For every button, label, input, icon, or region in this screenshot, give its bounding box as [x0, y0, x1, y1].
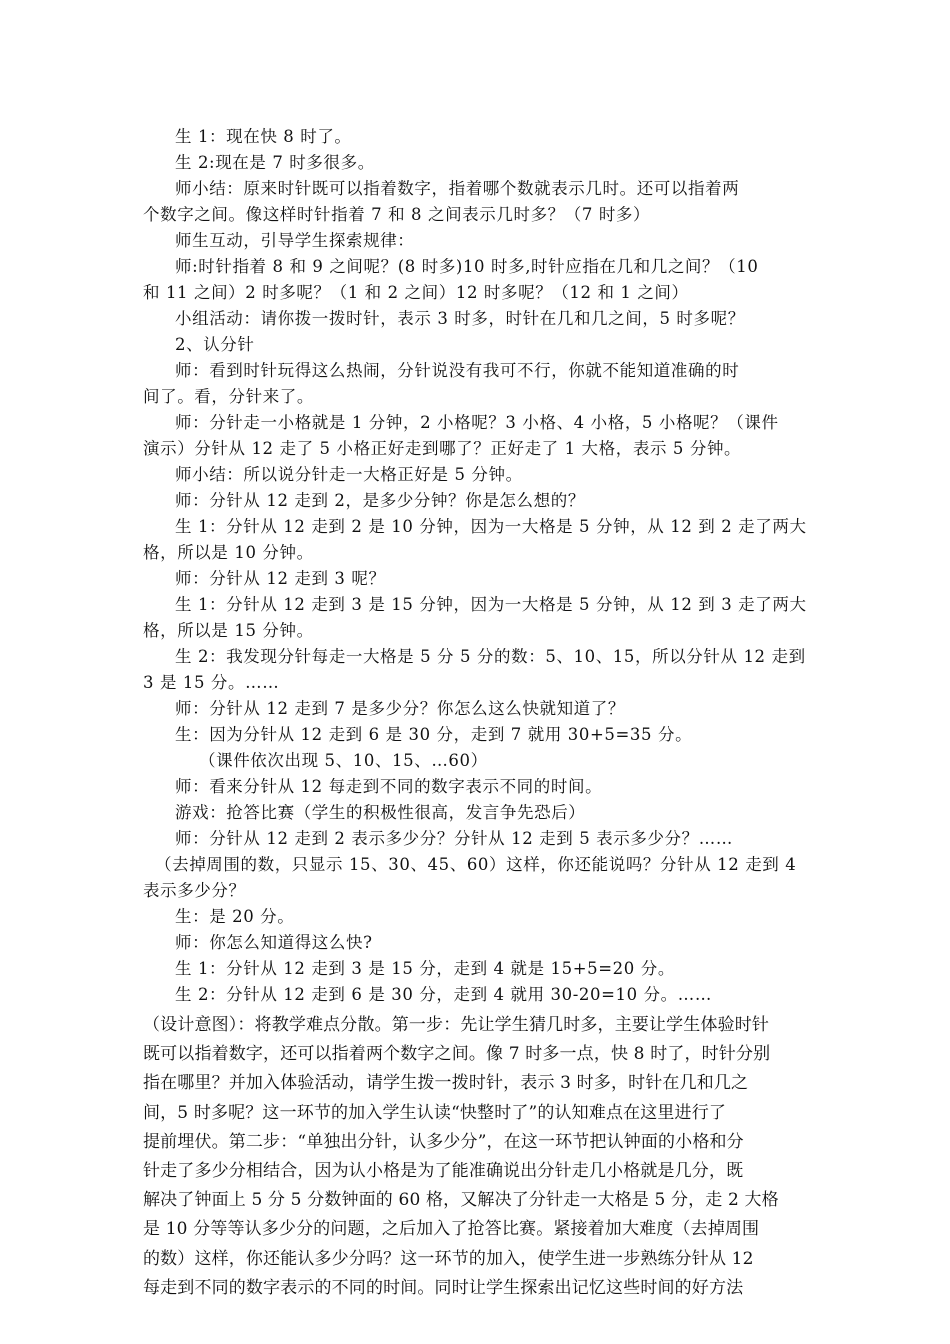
design-line: 是 10 分等等认多少分的问题，之后加入了抢答比赛。紧接着加大难度（去掉周围	[143, 1219, 760, 1240]
text-line: 格，所以是 15 分钟。	[143, 621, 314, 640]
text-line: 生 1：分针从 12 走到 3 是 15 分，走到 4 就是 15+5=20 分。	[175, 959, 675, 978]
text-line: 生 1：分针从 12 走到 2 是 10 分钟，因为一大格是 5 分钟，从 12 到 2 走了两大	[175, 517, 807, 536]
text-line: 师小结：所以说分针走一大格正好是 5 分钟。	[175, 465, 523, 484]
text-line: 个数字之间。像这样时针指着 7 和 8 之间表示几时多？（7 时多）	[143, 205, 651, 224]
text-line: 师：分针从 12 走到 7 是多少分？你怎么这么快就知道了？	[175, 699, 625, 718]
text-line: 表示多少分？	[143, 881, 246, 900]
design-line: 针走了多少分相结合，因为认小格是为了能准确说出分针走几小格就是几分，既	[143, 1160, 744, 1181]
text-line: 演示）分针从 12 走了 5 小格正好走到哪了？正好走了 1 大格，表示 5 分钟。	[143, 439, 742, 458]
text-line: 生：因为分针从 12 走到 6 是 30 分，走到 7 就用 30+5=35 分。	[175, 725, 693, 744]
text-line: 师:时针指着 8 和 9 之间呢？(8 时多)10 时多,时针应指在几和几之间？（10	[175, 257, 759, 276]
text-line: （课件依次出现 5、10、15、…60）	[199, 751, 488, 770]
text-line: 小组活动：请你拨一拨时针，表示 3 时多，时针在几和几之间，5 时多呢？	[175, 309, 745, 328]
text-line: 游戏：抢答比赛（学生的积极性很高，发言争先恐后）	[175, 803, 586, 822]
design-line: 的数）这样，你还能认多少分吗？这一环节的加入，使学生进一步熟练分针从 12	[143, 1248, 754, 1269]
text-line: 师：分针走一小格就是 1 分钟，2 小格呢？3 小格、4 小格，5 小格呢？（课件	[175, 413, 779, 432]
text-line: 3 是 15 分。……	[143, 673, 280, 692]
design-line: （设计意图）：将教学难点分散。第一步：先让学生猜几时多，主要让学生体验时针	[143, 1015, 770, 1035]
design-line: 指在哪里？并加入体验活动，请学生拨一拨时针，表示 3 时多，时针在几和几之	[143, 1073, 749, 1094]
text-line: 格，所以是 10 分钟。	[143, 543, 314, 562]
text-line: 师：你怎么知道得这么快?	[175, 933, 373, 952]
design-line: 提前埋伏。第二步：“单独出分针，认多少分”，在这一环节把认钟面的小格和分	[143, 1131, 744, 1152]
text-line: 间了。看，分针来了。	[143, 387, 314, 406]
text-line: 2、认分针	[175, 335, 255, 354]
text-line: 生 1：现在快 8 时了。	[175, 127, 352, 146]
text-line: 生 1：分针从 12 走到 3 是 15 分钟，因为一大格是 5 分钟，从 12 到 3 走了两大	[175, 595, 807, 614]
text-line: 师生互动，引导学生探索规律：	[175, 231, 415, 250]
text-line: 生 2:现在是 7 时多很多。	[175, 153, 375, 172]
dialogue-section	[143, 124, 810, 1008]
design-intent-section	[143, 1011, 810, 1303]
text-line: 师：分针从 12 走到 2，是多少分钟？你是怎么想的？	[175, 491, 585, 510]
text-line: 师：看来分针从 12 每走到不同的数字表示不同的时间。	[175, 777, 603, 796]
text-line: 生 2：分针从 12 走到 6 是 30 分，走到 4 就用 30-20=10 分。……	[175, 985, 712, 1004]
text-line: 生 2：我发现分针每走一大格是 5 分 5 分的数：5、10、15，所以分针从 12 走到	[175, 647, 806, 666]
text-line: 师：分针从 12 走到 2 表示多少分？分针从 12 走到 5 表示多少分？……	[175, 829, 733, 848]
design-line: 间，5 时多呢？这一环节的加入学生认读“快整时了”的认知难点在这里进行了	[143, 1102, 726, 1123]
design-line: 解决了钟面上 5 分 5 分数钟面的 60 格，又解决了分针走一大格是 5 分，走 2 大格	[143, 1190, 779, 1211]
text-line: 和 11 之间）2 时多呢？（1 和 2 之间）12 时多呢？（12 和 1 之间）	[143, 283, 689, 302]
design-line: 既可以指着数字，还可以指着两个数字之间。像 7 时多一点，快 8 时了，时针分别	[143, 1044, 771, 1065]
design-line: 每走到不同的数字表示的不同的时间。同时让学生探索出记忆这些时间的好方法	[143, 1277, 744, 1298]
text-line: 师：看到时针玩得这么热闹，分针说没有我可不行，你就不能知道准确的时	[175, 361, 740, 380]
text-line: 师：分针从 12 走到 3 呢？	[175, 569, 386, 588]
text-line: （去掉周围的数，只显示 15、30、45、60）这样，你还能说吗？分针从 12 走到 4	[155, 855, 797, 874]
text-line: 师小结：原来时针既可以指着数字，指着哪个数就表示几时。还可以指着两	[175, 179, 740, 198]
text-line: 生：是 20 分。	[175, 907, 295, 926]
